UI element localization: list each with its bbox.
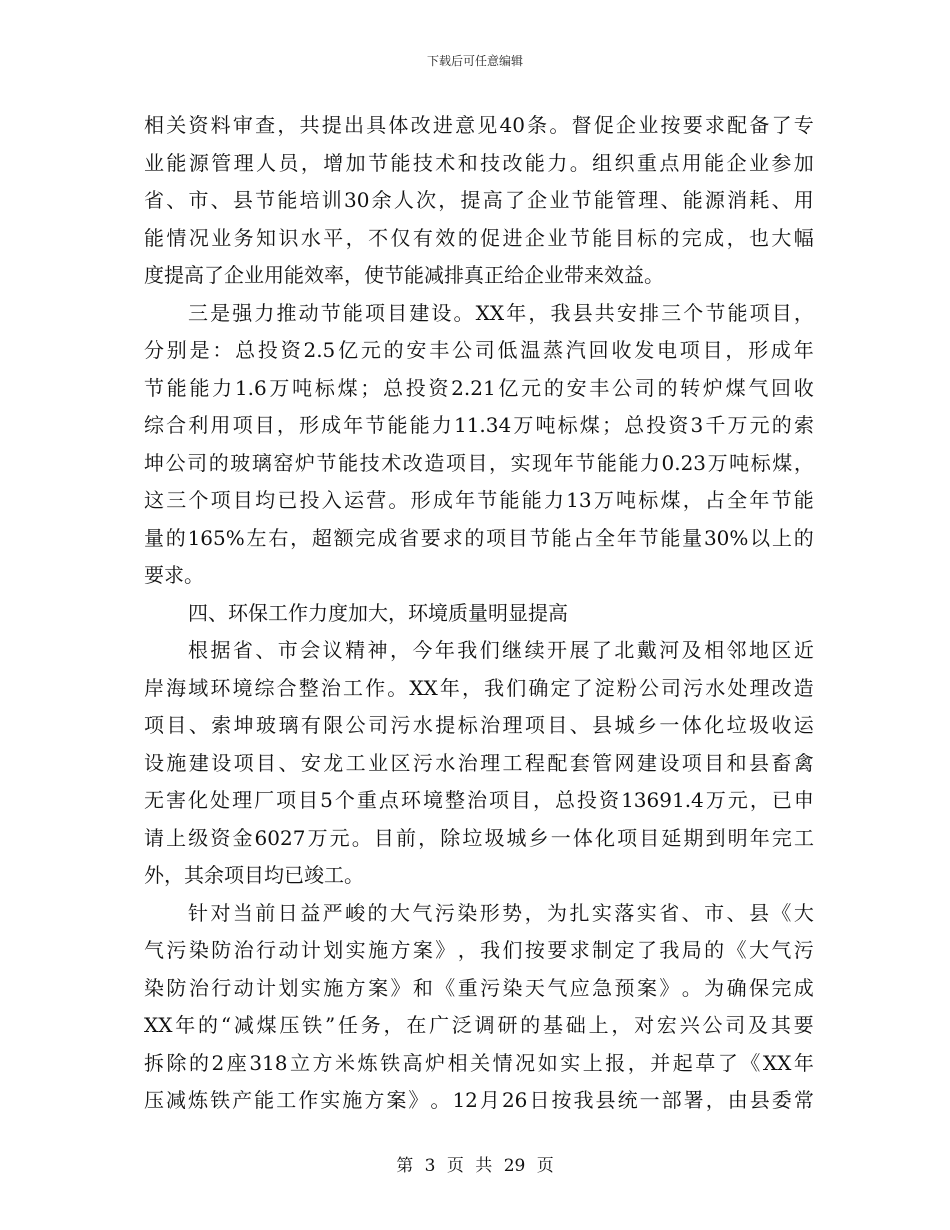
text-line: 度提高了企业用能效率，使节能减排真正给企业带来效益。 [144, 263, 664, 287]
text-line: 能 情 况 业 务 知 识 水 平 ， 不 仅 有 效 的 促 进 企 业 节 能 目 标 的 完 成 ， 也 大 幅 [144, 225, 814, 250]
text-line: 要求。 [144, 563, 204, 587]
text-line: 压 减 炼 铁 产 能 工 作 实 施 方 案 》 。 12 月 26 日 按 我 县 统 一 部 署 ， 由 县 委 常 [144, 1088, 814, 1112]
text-line: 综 合 利 用 项 目 ， 形 成 年 节 能 能 力 11.34 万 吨 标 煤 ； 总 投 资 3 千 万 元 的 索 [144, 413, 814, 437]
document-body [144, 107, 814, 1120]
text-line: 根 据 省 、 市 会 议 精 神 ， 今 年 我 们 继 续 开 展 了 北 戴 河 及 相 邻 地 区 近 [188, 638, 814, 662]
text-line: 省 、 市 、 县 节 能 培 训 30 余 人 次 ， 提 高 了 企 业 节 能 管 理 、 能 源 消 耗 、 用 [144, 188, 814, 212]
text-line: 设 施 建 设 项 目 、 安 龙 工 业 区 污 水 治 理 工 程 配 套 管 网 建 设 项 目 和 县 畜 禽 [144, 750, 814, 775]
text-line: 岸 海 域 环 境 综 合 整 治 工 作 。 XX 年 ， 我 们 确 定 了 淀 粉 公 司 污 水 处 理 改 造 [144, 675, 814, 700]
text-line: 气 污 染 防 治 行 动 计 划 实 施 方 案 》 ， 我 们 按 要 求 制 定 了 我 局 的 《 大 气 污 [144, 938, 814, 962]
text-line: 请 上 级 资 金 6027 万 元 。 目 前 ， 除 垃 圾 城 乡 一 体 化 项 目 延 期 到 明 年 完 工 [144, 825, 814, 850]
text-line: 分 别 是 ： 总 投 资 2.5 亿 元 的 安 丰 公 司 低 温 蒸 汽 回 收 发 电 项 目 ， 形 成 年 [144, 338, 814, 362]
text-line: 染 防 治 行 动 计 划 实 施 方 案 》 和 《 重 污 染 天 气 应 急 预 案 》 。 为 确 保 完 成 [144, 975, 814, 1000]
text-line: XX 年 的 “ 减 煤 压 铁 ” 任 务 ， 在 广 泛 调 研 的 基 础 上 ， 对 宏 兴 公 司 及 其 要 [144, 1013, 814, 1037]
page-header: 下载后可任意编辑 [426, 54, 523, 68]
text-line: 相 关 资 料 审 查 ， 共 提 出 具 体 改 进 意 见 40 条 。 督 促 企 业 按 要 求 配 备 了 专 [144, 113, 814, 137]
text-line: 业 能 源 管 理 人 员 ， 增 加 节 能 技 术 和 技 改 能 力 。 组 织 重 点 用 能 企 业 参 加 [144, 150, 814, 175]
text-line: 三 是 强 力 推 动 节 能 项 目 建 设 。 XX 年 ， 我 县 共 安 排 三 个 节 能 项 目 ， [188, 300, 814, 325]
text-line: 节 能 能 力 1.6 万 吨 标 煤 ； 总 投 资 2.21 亿 元 的 安 丰 公 司 的 转 炉 煤 气 回 收 [144, 375, 814, 400]
text-line: 外，其余项目均已竣工。 [144, 863, 364, 887]
text-line: 项 目 、 索 坤 玻 璃 有 限 公 司 污 水 提 标 治 理 项 目 、 县 城 乡 一 体 化 垃 圾 收 运 [144, 713, 814, 737]
page-number-footer: 第 3 页 共 29 页 [396, 1156, 554, 1176]
text-line: 这 三 个 项 目 均 已 投 入 运 营 。 形 成 年 节 能 能 力 13 万 吨 标 煤 ， 占 全 年 节 能 [144, 488, 814, 512]
text-line: 针 对 当 前 日 益 严 峻 的 大 气 污 染 形 势 ， 为 扎 实 落 实 省 、 市 、 县 《 大 [188, 900, 814, 925]
text-line: 拆 除 的 2 座 318 立 方 米 炼 铁 高 炉 相 关 情 况 如 实 上 报 ， 并 起 草 了 《 XX 年 [144, 1050, 814, 1075]
text-line: 量 的 165% 左 右 ， 超 额 完 成 省 要 求 的 项 目 节 能 占 全 年 节 能 量 30% 以 上 的 [144, 525, 814, 550]
text-line: 无 害 化 处 理 厂 项 目 5 个 重 点 环 境 整 治 项 目 ， 总 投 资 13691.4 万 元 ， 已 申 [144, 788, 814, 812]
text-line: 四、环保工作力度加大，环境质量明显提高 [188, 600, 568, 625]
text-line: 坤 公 司 的 玻 璃 窑 炉 节 能 技 术 改 造 项 目 ， 实 现 年 节 能 能 力 0.23 万 吨 标 煤 ， [144, 450, 814, 475]
